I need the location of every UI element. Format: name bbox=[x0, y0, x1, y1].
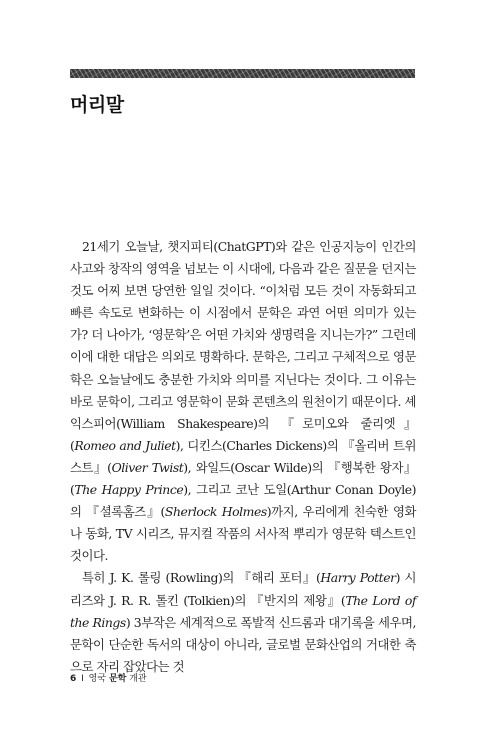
paragraph-2 bbox=[70, 567, 416, 677]
book-title-suffix: 개관 bbox=[129, 674, 147, 684]
work-title: Romeo and Juliet bbox=[74, 437, 176, 453]
text-run: ) 3부작은 세계적으로 폭발적 신드롬과 대기록을 세우며, 문학이 단순한 독서의 대상이 아니라, 글로벌 문화산업의 거대한 축으로 자리 잡았다는 것 bbox=[70, 614, 416, 674]
text-run: ) 시리즈와 J. R. R. 톨킨 (Tolkien)의 『반지의 제왕』( bbox=[70, 570, 416, 608]
text-run: ), 그리고 코난 도일(Arthur Conan Doyle)의 『셜록홈즈』( bbox=[70, 482, 416, 520]
book-title-bold: 문학 bbox=[108, 674, 127, 684]
page-heading: 머리말 bbox=[70, 94, 124, 116]
book-title-prefix: 영국 bbox=[88, 674, 107, 684]
work-title: The Happy Prince bbox=[74, 482, 184, 498]
text-run: 특히 J. K. 롤링 (Rowling)의 『해리 포터』( bbox=[82, 570, 321, 586]
work-title: The Lord of the Rings bbox=[70, 592, 417, 630]
text-run: ), 디킨스(Charles Dickens)의 『올리버 트위스트』( bbox=[70, 437, 416, 475]
body-text bbox=[70, 236, 416, 678]
decorative-header-band bbox=[70, 69, 415, 78]
text-run: ), 와일드(Oscar Wilde)의 『행복한 왕자』( bbox=[70, 459, 416, 498]
work-title: Oliver Twist bbox=[111, 459, 184, 475]
paragraph-1 bbox=[70, 236, 416, 567]
work-title: Harry Potter bbox=[320, 570, 396, 586]
text-run: )까지, 우리에게 친숙한 영화나 동화, TV 시리즈, 뮤지컬 작품의 서사적 뿌리가 영문학 텍스트인 것이다. bbox=[70, 504, 416, 564]
page-footer bbox=[70, 671, 147, 684]
text-run: 21세기 오늘날, 챗지피티(ChatGPT)와 같은 인공지능이 인간의 사고와 창작의 영역을 넘보는 이 시대에, 다음과 같은 질문을 던지는 것도 어찌 보면 당연한 일일 것이다. “이처럼 모든 것이 자동화되고 빠른 속도로 변화하는 이 시점에서 문학은 과연 어떤 의미가 있는가? 더 나아가, ‘영문학’은 어떤 가치와 생명력을 지니는가?” 그런데 이에 대한 대답은 의외로 명확하다. 문학은, 그리고 구체적으로 영문학은 오늘날에도 충분한 가치와 의미를 지닌다는 것이다. 그 이유는 바로 문학이, 그리고 영문학이 문화 콘텐츠의 원천이기 때문이다. 셰익스피어(William Shakespeare)의 『로미오와 줄리엣』( bbox=[70, 239, 416, 453]
footer-separator: I bbox=[81, 674, 84, 684]
page-number: 6 bbox=[70, 674, 77, 684]
work-title: Sherlock Holmes bbox=[164, 504, 267, 520]
